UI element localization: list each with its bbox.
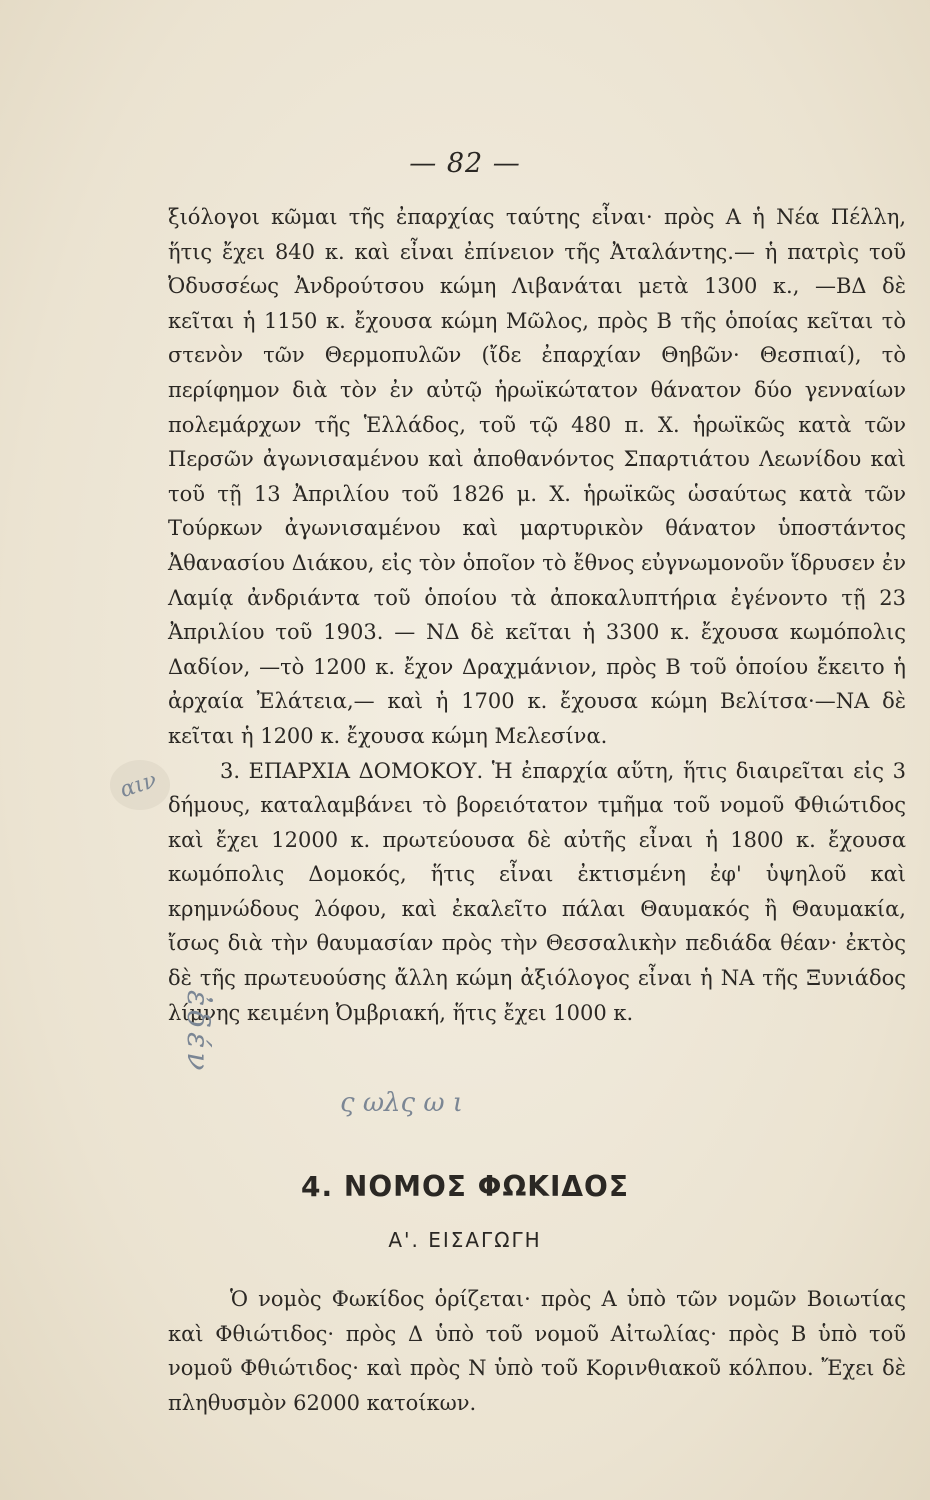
margin-annotation: αιν	[117, 767, 160, 804]
body-text-upper	[168, 200, 906, 1030]
vertical-pencil-annotation: ἐδέν	[180, 990, 215, 1075]
paragraph-2: 3. ΕΠΑΡΧΙΑ ΔΟΜΟΚΟΥ. Ἡ ἐπαρχία αὕτη, ἥτις διαιρεῖται εἰς 3 δήμους, καταλαμβάνει τὸ βορειότατον τμῆμα τοῦ νομοῦ Φθιώτιδος καὶ ἔχει 12000 κ. πρωτεύουσα δὲ αὐτῆς εἶναι ἡ 1800 κ. ἔχουσα κωμόπολις Δομοκός, ἥτις εἶναι ἐκτισμένη ἐφ' ὑψηλοῦ καὶ κρημνώδους λόφου, καὶ ἐκαλεῖτο πάλαι Θαυμακός ἢ Θαυμακία, ἴσως διὰ τὴν θαυμασίαν πρὸς τὴν Θεσσαλικὴν πεδιάδα θέαν· ἐκτὸς δὲ τῆς πρωτευούσης ἄλλη κώμη ἀξιόλογος εἶναι ἡ ΝΑ τῆς Ξυνιάδος λίμνης κειμένη Ὀμβριακή, ἥτις ἔχει 1000 κ.	[168, 758, 906, 1025]
paragraph-1: ξιόλογοι κῶμαι τῆς ἐπαρχίας ταύτης εἶναι· πρὸς Α ἡ Νέα Πέλλη, ἥτις ἔχει 840 κ. καὶ εἶναι ἐπίνειον τῆς Ἀταλάντης.— ἡ πατρὶς τοῦ Ὀδυσσέως Ἀνδρούτσου κώμη Λιβανάται μετὰ 1300 κ., —ΒΔ δὲ κεῖται ἡ 1150 κ. ἔχουσα κώμη Μῶλος, πρὸς Β τῆς ὁποίας κεῖται τὸ στενὸν τῶν Θερμοπυλῶν (ἴδε ἐπαρχίαν Θηβῶν· Θεσπιαί), τὸ περίφημον διὰ τὸν ἐν αὐτῷ ἡρωϊκώτατον θάνατον δύο γενναίων πολεμάρχων τῆς Ἑλλάδος, τοῦ τῷ 480 π. Χ. ἡρωϊκῶς κατὰ τῶν Περσῶν ἀγωνισαμένου καὶ ἀποθανόντος Σπαρτιάτου Λεωνίδου καὶ τοῦ τῇ 13 Ἀπριλίου τοῦ 1826 μ. Χ. ἡρωϊκῶς ὡσαύτως κατὰ τῶν Τούρκων ἀγωνισαμένου καὶ μαρτυρικὸν θάνατον ὑποστάντος Ἀθανασίου Διάκου, εἰς τὸν ὁποῖον τὸ ἔθνος εὐγνωμονοῦν ἵδρυσεν ἐν Λαμίᾳ ἀνδριάντα τοῦ ὁποίου τὰ ἀποκαλυπτήρια ἐγένοντο τῇ 23 Ἀπριλίου τοῦ 1903. — ΝΔ δὲ κεῖται ἡ 3300 κ. ἔχουσα κωμόπολις Δαδίον, —τὸ 1200 κ. ἔχον Δραχμάνιον, πρὸς Β τοῦ ὁποίου ἔκειτο ἡ ἀρχαία Ἐλάτεια,— καὶ ἡ 1700 κ. ἔχουσα κώμη Βελίτσα·—ΝΑ δὲ κεῖται ἡ 1200 κ. ἔχουσα κώμη Μελεσίνα.	[168, 205, 906, 748]
paragraph-3: Ὁ νομὸς Φωκίδος ὁρίζεται· πρὸς Α ὑπὸ τῶν νομῶν Βοιωτίας καὶ Φθιώτιδος· πρὸς Δ ὑπὸ τοῦ νομοῦ Αἰτωλίας· πρὸς Β ὑπὸ τοῦ νομοῦ Φθιώτιδος· καὶ πρὸς Ν ὑπὸ τοῦ Κορινθιακοῦ κόλπου. Ἔχει δὲ πληθυσμὸν 62000 κατοίκων.	[168, 1287, 906, 1415]
subsection-heading: Α'. ΕΙΣΑΓΩΓΗ	[388, 1228, 542, 1252]
page-number: — 82 —	[409, 148, 521, 179]
trailing-pencil-annotation: ς ωλς ω ι	[340, 1088, 463, 1118]
section-heading: 4. ΝΟΜΟΣ ΦΩΚΙΔΟΣ	[301, 1170, 629, 1203]
body-text-lower	[168, 1282, 906, 1420]
